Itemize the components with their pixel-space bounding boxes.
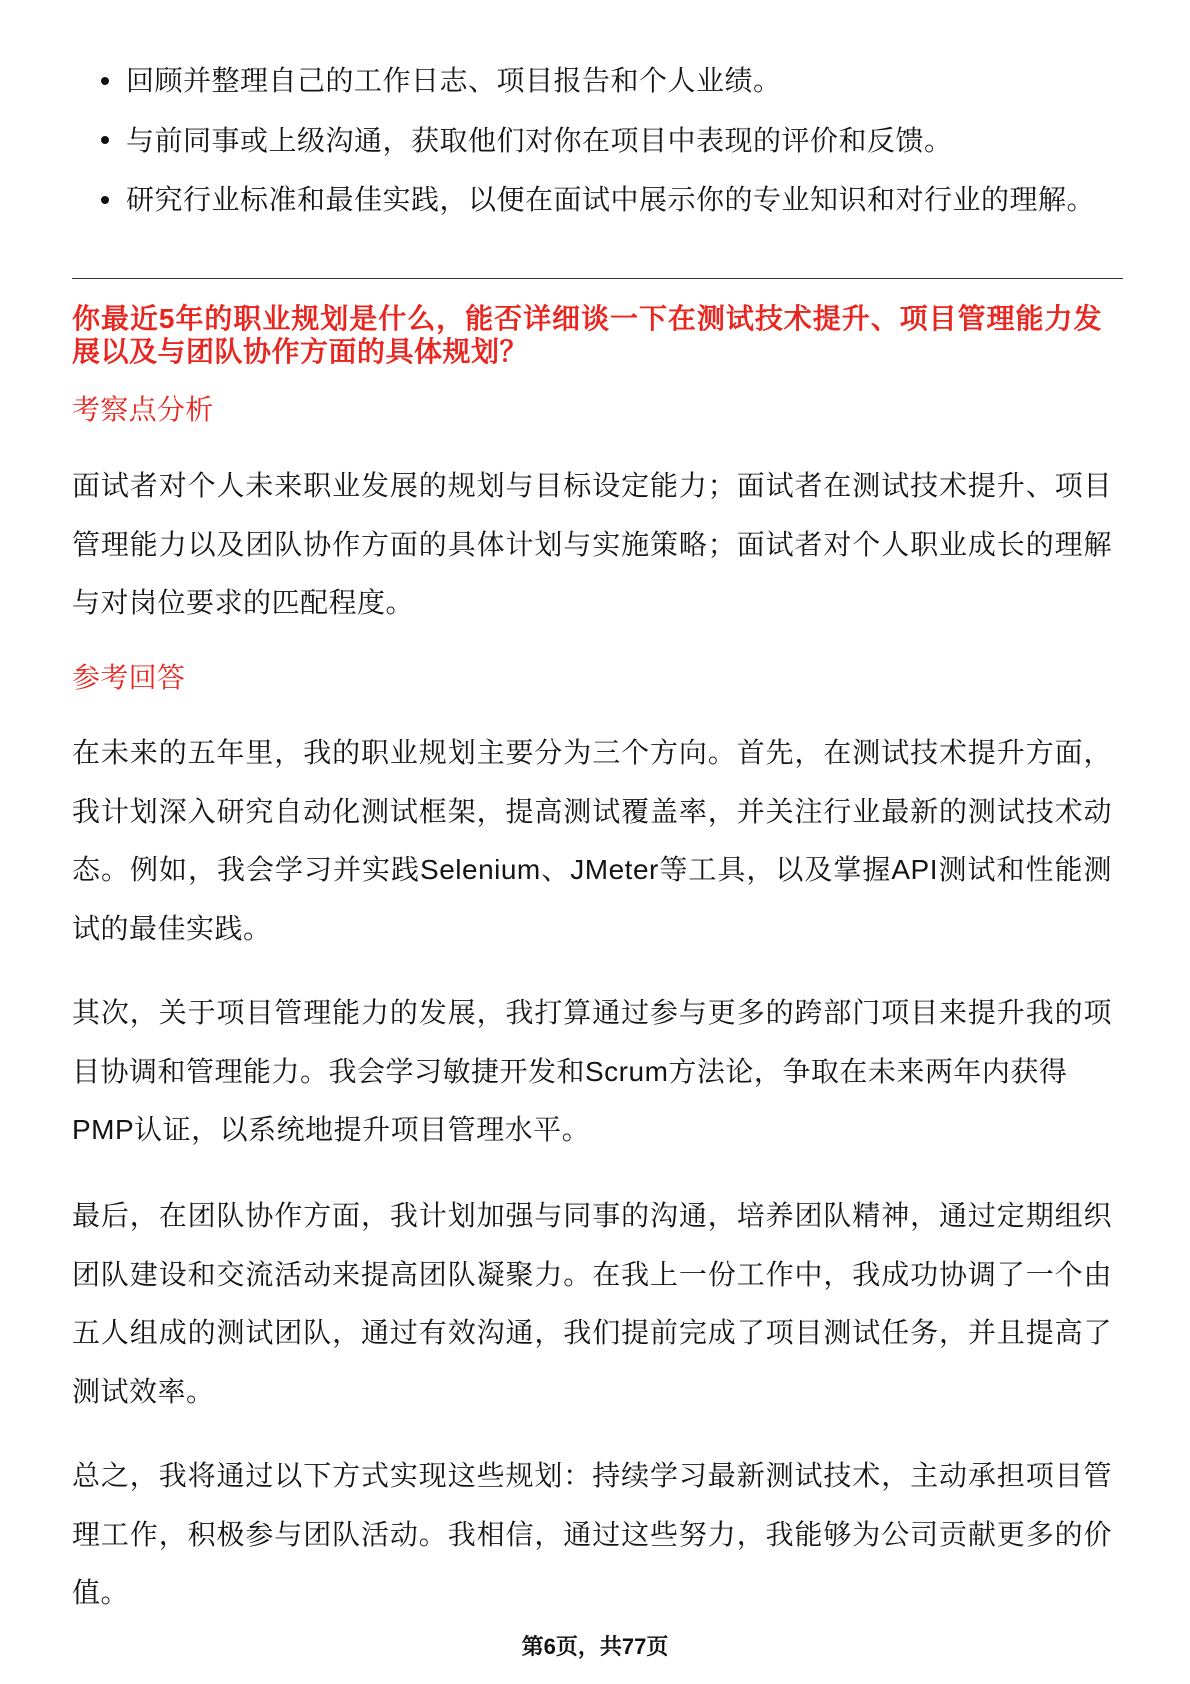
answer-line: 五人组成的测试团队，通过有效沟通，我们提前完成了项目测试任务，并且提高了 xyxy=(72,1317,1112,1348)
answer-line: 总之，我将通过以下方式实现这些规划：持续学习最新测试技术，主动承担项目管 xyxy=(72,1460,1112,1491)
analysis-line: 与对岗位要求的匹配程度。 xyxy=(72,587,415,618)
analysis-line: 面试者对个人未来职业发展的规划与目标设定能力；面试者在测试技术提升、项目 xyxy=(72,470,1112,501)
bullet-item xyxy=(0,170,1190,230)
analysis-heading: 考察点分析 xyxy=(72,394,214,425)
bullet-text: 研究行业标准和最佳实践，以便在面试中展示你的专业知识和对行业的理解。 xyxy=(126,184,1096,215)
answer-paragraph xyxy=(72,1447,1112,1623)
analysis-paragraph xyxy=(72,457,1112,633)
answer-line: 其次，关于项目管理能力的发展，我打算通过参与更多的跨部门项目来提升我的项 xyxy=(72,997,1112,1028)
answer-line: 我计划深入研究自动化测试框架，提高测试覆盖率，并关注行业最新的测试技术动 xyxy=(72,795,1112,827)
answer-paragraph xyxy=(72,984,1112,1160)
answer-line: 测试效率。 xyxy=(72,1375,215,1407)
question-title xyxy=(72,302,1112,368)
answer-line: 团队建设和交流活动来提高团队凝聚力。在我上一份工作中，我成功协调了一个由 xyxy=(72,1258,1112,1290)
answer-line: 目协调和管理能力。我会学习敏捷开发和Scrum方法论，争取在未来两年内获得 xyxy=(72,1055,1068,1087)
bullet-dot-icon xyxy=(101,136,109,144)
answer-line: 理工作，积极参与团队活动。我相信，通过这些努力，我能够为公司贡献更多的价 xyxy=(72,1518,1112,1550)
answer-line: 值。 xyxy=(72,1577,130,1608)
bullet-text: 与前同事或上级沟通，获取他们对你在项目中表现的评价和反馈。 xyxy=(126,124,953,156)
answer-heading: 参考回答 xyxy=(72,662,186,693)
question-title-line: 你最近5年的职业规划是什么，能否详细谈一下在测试技术提升、项目管理能力发 xyxy=(72,303,1102,334)
answer-paragraph xyxy=(72,724,1112,958)
answer-line: 在未来的五年里，我的职业规划主要分为三个方向。首先，在测试技术提升方面， xyxy=(72,737,1112,768)
bullet-dot-icon xyxy=(101,196,109,204)
page-number-footer: 第6页，共77页 xyxy=(521,1634,669,1659)
answer-line: 最后，在团队协作方面，我计划加强与同事的沟通，培养团队精神，通过定期组织 xyxy=(72,1200,1112,1231)
tips-bullet-list xyxy=(0,51,1190,230)
section-divider xyxy=(72,278,1123,279)
bullet-dot-icon xyxy=(101,77,109,85)
answer-line: 态。例如，我会学习并实践Selenium、JMeter等工具，以及掌握API测试和性能测 xyxy=(72,854,1112,885)
answer-line: PMP认证，以系统地提升项目管理水平。 xyxy=(72,1114,591,1145)
bullet-item xyxy=(0,111,1190,171)
question-title-line: 展以及与团队协作方面的具体规划？ xyxy=(72,336,529,367)
analysis-line: 管理能力以及团队协作方面的具体计划与实施策略；面试者对个人职业成长的理解 xyxy=(72,528,1112,560)
answer-line: 试的最佳实践。 xyxy=(72,912,272,944)
answer-paragraph xyxy=(72,1187,1112,1421)
bullet-text: 回顾并整理自己的工作日志、项目报告和个人业绩。 xyxy=(126,65,782,96)
bullet-item xyxy=(0,51,1190,111)
